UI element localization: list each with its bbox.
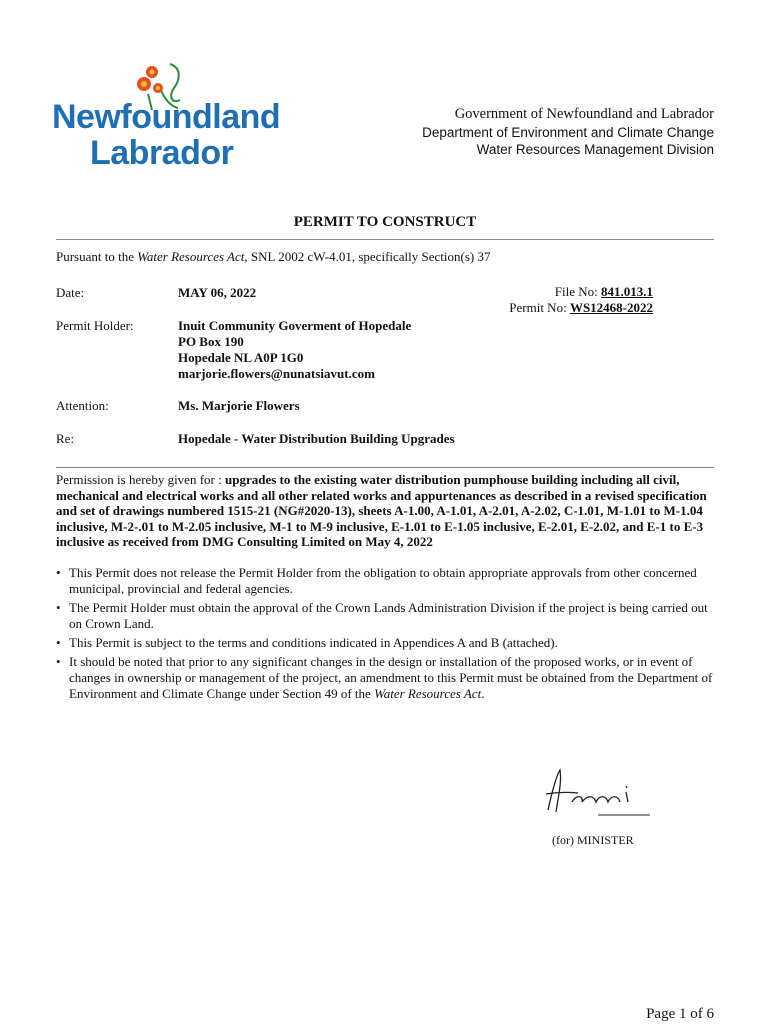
pursuant-suffix: , SNL 2002 cW-4.01, specifically Section(s) 37 <box>244 249 491 264</box>
page-title: PERMIT TO CONSTRUCT <box>293 214 477 230</box>
signature-icon <box>538 762 658 822</box>
file-number-value: 841.013.1 <box>601 284 653 299</box>
government-name: Government of Newfoundland and Labrador <box>454 106 714 122</box>
list-item: • This Permit does not release the Permit Holder from the obligation to obtain appropriate approvals from other concerned municipal, provincial and federal agencies. <box>56 565 697 596</box>
permission-paragraph <box>56 472 716 550</box>
bullet: • <box>56 565 61 580</box>
holder-name: Inuit Community Goverment of Hopedale <box>178 318 412 333</box>
divider <box>56 239 714 240</box>
attention-value: Ms. Marjorie Flowers <box>178 398 300 413</box>
division-name: Water Resources Management Division <box>476 142 714 157</box>
department-name: Department of Environment and Climate Change <box>422 125 714 140</box>
pursuant-line <box>56 249 490 265</box>
bullet: • <box>56 635 61 650</box>
attention-label: Attention: <box>56 398 109 413</box>
permission-body: upgrades to the existing water distribution pumphouse building including all civil, mechanical and electrical works and all other related works and appurtenances as described in a revised specification and set of drawings numbered 1515-21 (NG#2020-13), sheets A-1.00, A-1.01, A-2.01, A-2.02, C-1.01, M-1.01 to M-1.04 inclusive, M-2-.01 to M-2.05 inclusive, M-1 to M-9 inclusive, E-1.01 to E-1.05 inclusive, E-2.01, E-2.02, and E-1 to E-3 inclusive as received from DMG Consulting Limited on May 4, 2022 <box>56 472 707 549</box>
re-label: Re: <box>56 431 75 446</box>
divider <box>56 467 714 468</box>
re-value: Hopedale - Water Distribution Building Upgrades <box>178 431 455 446</box>
list-item: • It should be noted that prior to any significant changes in the design or installation of the proposed works, or in event of changes in ownership or management of the project, an amendment to this Permit must be obtained from the Department of Environment and Climate Change under Section 49 of the Water Resources Act. <box>56 654 713 701</box>
file-number: File No: 841.013.1 <box>554 284 653 299</box>
page-number: Page 1 of 6 <box>646 1006 714 1022</box>
permit-number: Permit No: WS12468-2022 <box>509 300 653 315</box>
holder-po-box: PO Box 190 <box>178 334 244 349</box>
list-item: • The Permit Holder must obtain the approval of the Crown Lands Administration Division if the project is being carried out on Crown Land. <box>56 600 708 631</box>
date-label: Date: <box>56 285 85 300</box>
bullet: • <box>56 600 61 615</box>
pursuant-act: Water Resources Act <box>137 249 245 264</box>
list-item: • This Permit is subject to the terms and conditions indicated in Appendices A and B (attached). <box>56 635 558 650</box>
signature-caption: (for) MINISTER <box>552 833 634 847</box>
nl-logo <box>52 58 281 178</box>
logo-labrador: Labrador <box>90 134 234 172</box>
permit-holder-address <box>178 318 411 382</box>
holder-city: Hopedale NL A0P 1G0 <box>178 350 304 365</box>
signature <box>538 762 658 822</box>
file-numbers <box>509 284 653 316</box>
holder-email: marjorie.flowers@nunatsiavut.com <box>178 366 375 381</box>
permission-prefix: Permission is hereby given for : <box>56 472 225 487</box>
pursuant-prefix: Pursuant to the <box>56 249 138 264</box>
permit-number-value: WS12468-2022 <box>569 300 653 315</box>
date-value: MAY 06, 2022 <box>178 285 257 300</box>
conditions-list <box>56 565 716 705</box>
logo-newfoundland: Newfoundland <box>52 98 281 136</box>
department-header <box>422 106 714 159</box>
permit-holder-label: Permit Holder: <box>56 318 134 333</box>
bullet: • <box>56 654 61 669</box>
